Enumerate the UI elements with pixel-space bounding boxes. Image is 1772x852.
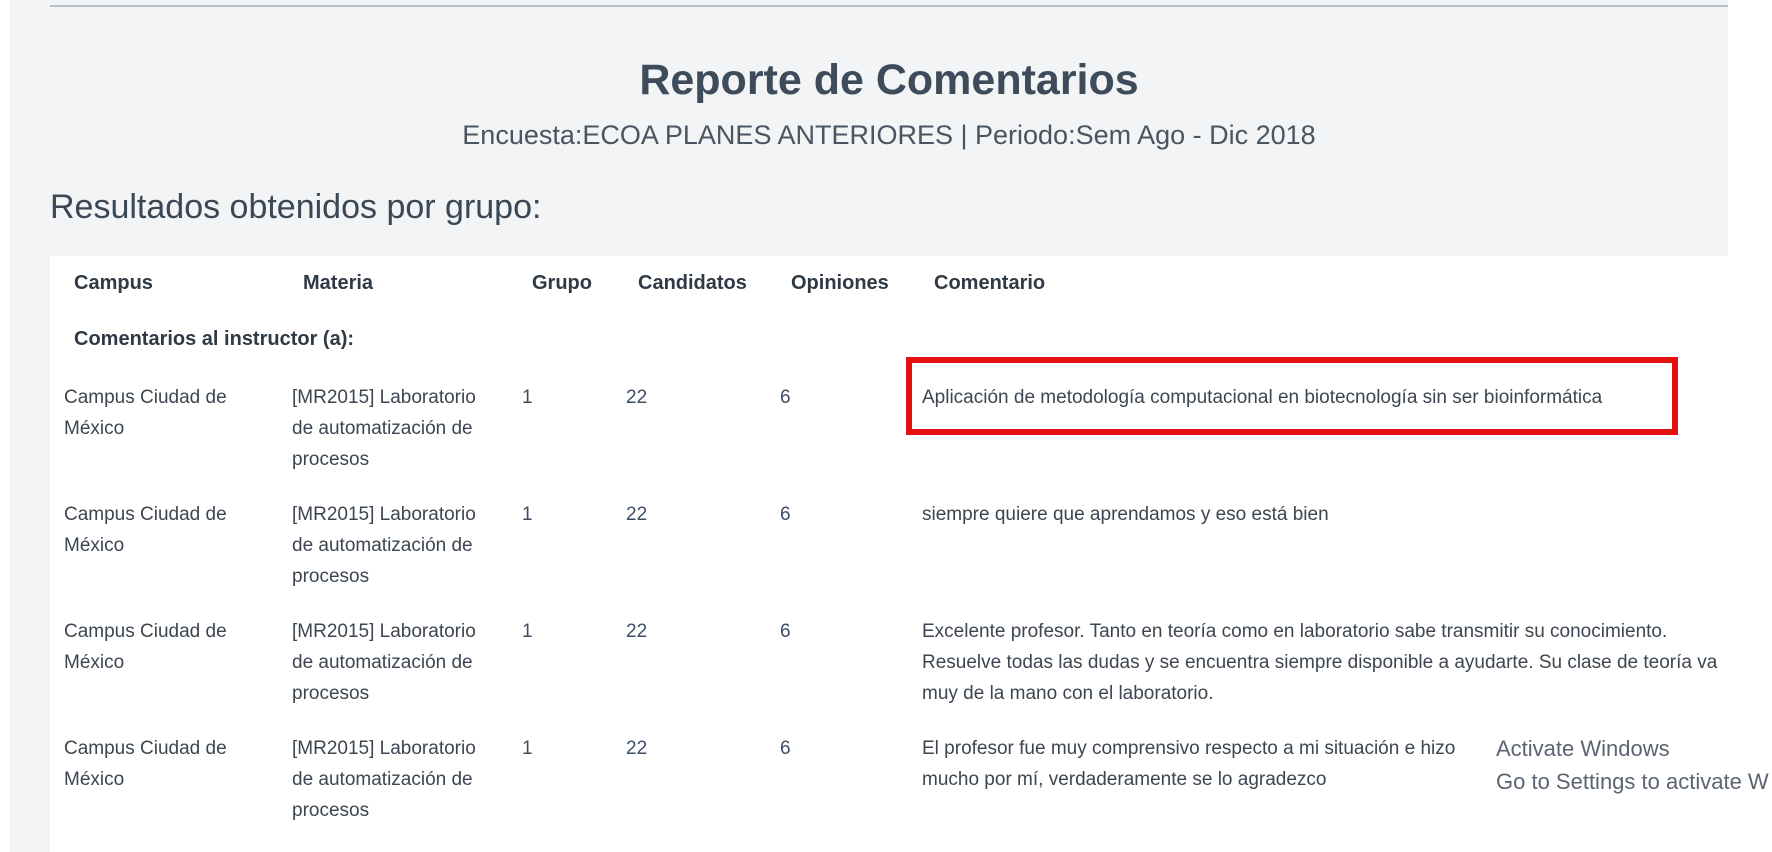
row-4-opiniones: 6 xyxy=(780,738,791,759)
row-2-campus: Campus Ciudad de México xyxy=(64,504,227,556)
row-4-candidatos: 22 xyxy=(626,738,648,759)
highlight-box xyxy=(906,357,1678,435)
header-opiniones: Opiniones xyxy=(791,272,889,294)
header-materia: Materia xyxy=(303,272,374,294)
row-3-comentario: Excelente profesor. Tanto en teoría como en laboratorio sabe transmitir su conocimiento. Resuelve todas las dudas y se encuentra siempre disponible a ayudarte. Su clase de teoría va muy de la mano con el laboratorio. xyxy=(922,621,1718,704)
group-label: Comentarios al instructor (a): xyxy=(74,328,355,350)
row-4-campus: Campus Ciudad de México xyxy=(64,738,227,790)
row-2-materia: [MR2015] Laboratorio de automatización de procesos xyxy=(292,504,476,587)
row-2-comentario: siempre quiere que aprendamos y eso está bien xyxy=(922,504,1329,525)
row-1-opiniones: 6 xyxy=(780,387,791,408)
row-3-campus: Campus Ciudad de México xyxy=(64,621,227,673)
report-subtitle: Encuesta:ECOA PLANES ANTERIORES | Periodo:Sem Ago - Dic 2018 xyxy=(462,120,1316,150)
report-title: Reporte de Comentarios xyxy=(639,56,1139,104)
row-2-grupo: 1 xyxy=(522,504,533,525)
watermark-line-2: Go to Settings to activate W xyxy=(1496,769,1769,794)
row-4-grupo: 1 xyxy=(522,738,533,759)
row-1-grupo: 1 xyxy=(522,387,533,408)
row-1-materia: [MR2015] Laboratorio de automatización de procesos xyxy=(292,387,476,470)
header-comentario: Comentario xyxy=(934,272,1046,294)
section-heading: Resultados obtenidos por grupo: xyxy=(50,188,542,226)
row-2-candidatos: 22 xyxy=(626,504,648,525)
row-1-comentario: Aplicación de metodología computacional en biotecnología sin ser bioinformática xyxy=(922,387,1603,408)
row-3-candidatos: 22 xyxy=(626,621,648,642)
row-3-opiniones: 6 xyxy=(780,621,791,642)
row-4-comentario: El profesor fue muy comprensivo respecto a mi situación e hizo mucho por mí, verdaderamente se lo agradezco xyxy=(922,738,1456,790)
row-3-materia: [MR2015] Laboratorio de automatización de procesos xyxy=(292,621,476,704)
row-1-campus: Campus Ciudad de México xyxy=(64,387,227,439)
header-candidatos: Candidatos xyxy=(638,272,747,294)
row-2-opiniones: 6 xyxy=(780,504,791,525)
row-3-grupo: 1 xyxy=(522,621,533,642)
header-grupo: Grupo xyxy=(532,272,592,294)
top-divider xyxy=(50,5,1728,7)
watermark-line-1: Activate Windows xyxy=(1496,736,1670,761)
header-campus: Campus xyxy=(74,272,153,294)
row-1-candidatos: 22 xyxy=(626,387,648,408)
row-4-materia: [MR2015] Laboratorio de automatización de procesos xyxy=(292,738,476,821)
